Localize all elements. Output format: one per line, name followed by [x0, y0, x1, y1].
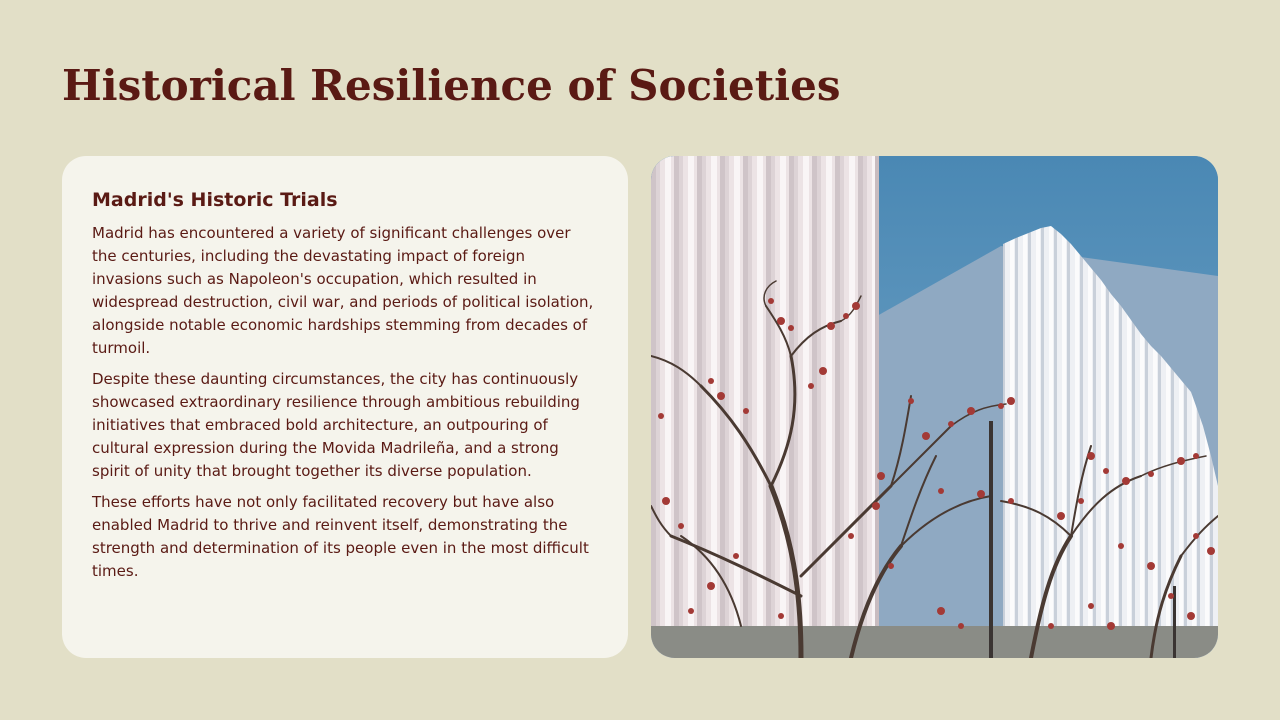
madrid-architecture-photo	[651, 156, 1218, 658]
photo-illustration	[651, 156, 1218, 658]
slide-title: Historical Resilience of Societies	[62, 61, 841, 110]
card-heading: Madrid's Historic Trials	[92, 189, 338, 211]
text-card	[62, 156, 628, 658]
card-paragraph-1: Madrid has encountered a variety of significant challenges over the centuries, including the devastating impact of foreign invasions such as Napoleon's occupation, which resulted in widespread destruction, civil war, and periods of political isolation, alongside notable economic hardships stemming from decades of turmoil.	[92, 224, 594, 357]
left-ribbed-facade	[651, 156, 879, 658]
card-paragraph-2: Despite these daunting circumstances, the city has continuously showcased extraordinary resilience through ambitious rebuilding initiatives that embraced bold architecture, an outpouring of cultural expression during the Movida Madrileña, and a strong spirit of unity that brought together its diverse population.	[92, 370, 580, 480]
ground	[651, 626, 1218, 658]
card-paragraph-3: These efforts have not only facilitated recovery but have also enabled Madrid to thrive and reinvent itself, demonstrating the strength and determination of its people even in the most difficult times.	[92, 493, 589, 580]
street-pole	[989, 421, 993, 658]
